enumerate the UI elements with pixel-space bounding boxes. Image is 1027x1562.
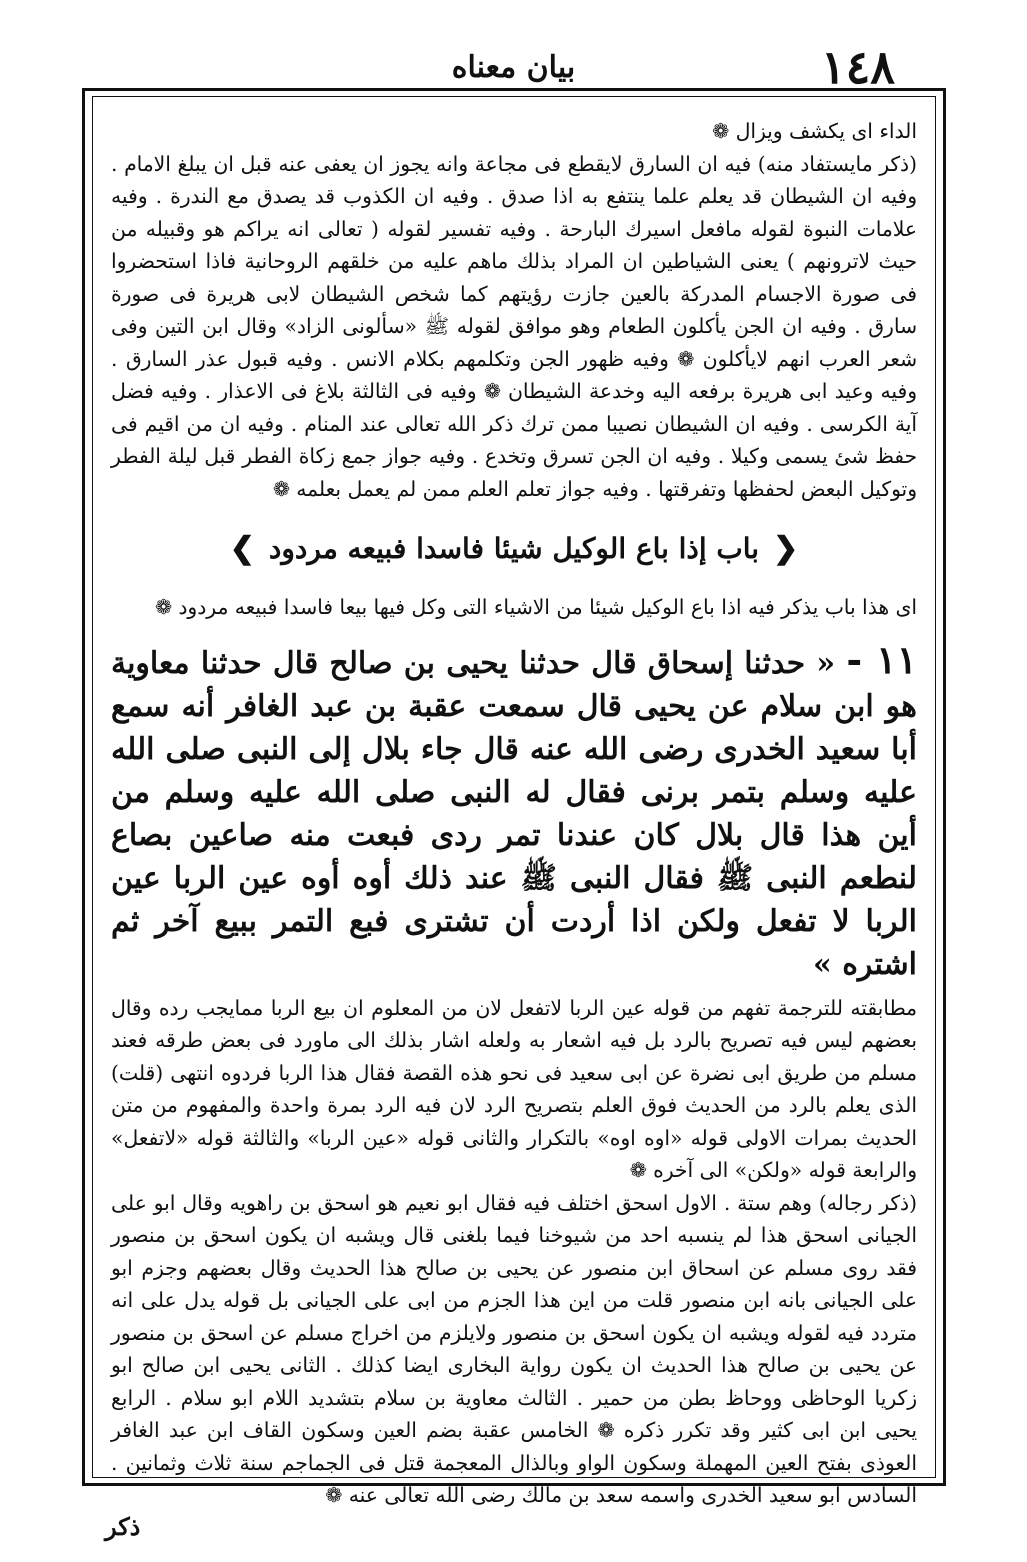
hadith-text: « حدثنا إسحاق قال حدثنا يحيى بن صالح قال حدثنا معاوية هو ابن سلام عن يحيى قال سمعت عقبة بن عبد الغافر أنه سمع أبا سعيد الخدرى رضى الله عنه قال جاء بلال إلى النبى صلى الله عليه وسلم بتمر برنى فقال له النبى صلى الله عليه وسلم من أين هذا قال بلال كان عندنا تمر ردى فبعت منه صاعين بصاع لنطعم النبى ﷺ فقال النبى ﷺ عند ذلك أوه أوه عين الربا عين الربا لا تفعل ولكن اذا أردت أن تشترى فبع التمر ببيع آخر ثم اشتره » <box>111 645 917 982</box>
benefits-paragraph: (ذكر مايستفاد منه) فيه ان السارق لايقطع فى مجاعة وانه يجوز ان يعفى عنه قبل ان يبلغ الامام . وفيه ان الشيطان قد يعلم علما ينتفع به اذا صدق . وفيه ان الكذوب قد يصدق مع الندرة . وفيه علامات النبوة لقوله مافعل اسيرك البارحة . وفيه تفسير لقوله ( تعالى انه يراكم هو وقبيله من حيث لاترونهم ) يعنى الشياطين ان المراد بذلك ماهم عليه من خلقهم الروحانية فاذا استحضروا فى صورة الاجسام المدركة بالعين جازت رؤيتهم كما شخص الشيطان لابى هريرة فى صورة سارق . وفيه ان الجن يأكلون الطعام وهو موافق لقوله ﷺ «سألونى الزاد» وقال ابن التين وفى شعر العرب انهم لايأكلون ❁ وفيه ظهور الجن وتكلمهم بكلام الانس . وفيه قبول عذر السارق . وفيه وعيد ابى هريرة برفعه اليه وخدعة الشيطان ❁ وفيه فى الثالثة بلاغ فى الاعذار . وفيه فضل آية الكرسى . وفيه ان الشيطان نصيبا ممن ترك ذكر الله تعالى عند المنام . وفيه ان من اقيم فى حفظ شئ يسمى وكيلا . وفيه ان الجن تسرق وتخدع . وفيه جواز جمع زكاة الفطر قبل ليلة الفطر وتوكيل البعض لحفظها وتفرقتها . وفيه جواز تعلم العلم ممن لم يعمل بعلمه ❁ <box>111 151 917 501</box>
catchword: ذكر <box>105 1512 141 1541</box>
rijal-paragraph: (ذكر رجاله) وهم ستة . الاول اسحق اختلف فيه فقال ابو نعيم هو اسحق بن راهويه وقال ابو على الجيانى اسحق هذا لم ينسبه احد من شيوخنا فيما بلغنى قال ويشبه ان يكون اسحق بن منصور فقد روى مسلم عن اسحاق ابن منصور عن يحيى بن صالح هذا الحديث وقال بعضهم وجزم ابو على الجيانى بانه ابن منصور قلت من اين هذا الجزم من ابى على الجيانى بل قوله يدل على انه متردد فيه لقوله ويشبه ان يكون اسحق بن منصور ولايلزم من اخراج مسلم عن اسحق بن منصور عن يحيى بن صالح هذا الحديث ان يكون رواية البخارى ايضا كذلك . الثانى يحيى ابن صالح ابو زكريا الوحاظى ووحاظ بطن من حمير . الثالث معاوية بن سلام بتشديد اللام ابو سلام . الرابع يحيى ابن ابى كثير وقد تكرر ذكره ❁ الخامس عقبة بضم العين وسكون القاف ابن عبد الغافر العوذى بفتح العين المهملة وسكون الواو وبالذال المعجمة قتل فى الجماجم سنة ثلاث وثمانين . السادس ابو سعيد الخدرى واسمه سعد بن مالك رضى الله تعالى عنه ❁ <box>111 1190 917 1507</box>
page-frame <box>92 96 936 1507</box>
chapter-note: اى هذا باب يذكر فيه اذا باع الوكيل شيئا من الاشياء التى وكل فيها بيعا فاسدا فبيعه مردود ❁ <box>154 595 917 619</box>
hadith-number: ١١ - <box>846 636 917 682</box>
hadith-block <box>111 638 917 986</box>
chapter-heading <box>111 531 917 567</box>
running-title: بيان معناه <box>451 50 576 85</box>
intro-line: الداء اى يكشف ويزال ❁ <box>712 119 917 143</box>
ornament-right-icon: ❮ <box>773 531 799 566</box>
page-number: ١٤٨ <box>820 40 895 94</box>
ornament-left-icon: ❯ <box>229 531 255 566</box>
chapter-title: باب إذا باع الوكيل شيئا فاسدا فبيعه مردود <box>268 532 760 565</box>
mutabaqa-paragraph: مطابقته للترجمة تفهم من قوله عين الربا لاتفعل لان من المعلوم ان بيع الربا ممايجب رده وقال بعضهم ليس فيه تصريح بالرد بل فيه اشعار به ولعله اشار بذلك الى ماورد فى بعض طرقه فعند مسلم من طريق ابى نضرة عن ابى سعيد فى نحو هذه القصة فقال هذا الربا فردوه انتهى (قلت) الذى يعلم بالرد من الحديث فوق العلم بتصريح الرد لان فيه الرد بمرة واحدة والمفهوم من متن الحديث بمرات الاولى قوله «اوه اوه» بالتكرار والثانى قوله «عين الربا» والثالثة قوله «لاتفعل» والرابعة قوله «ولكن» الى آخره ❁ <box>111 995 917 1182</box>
